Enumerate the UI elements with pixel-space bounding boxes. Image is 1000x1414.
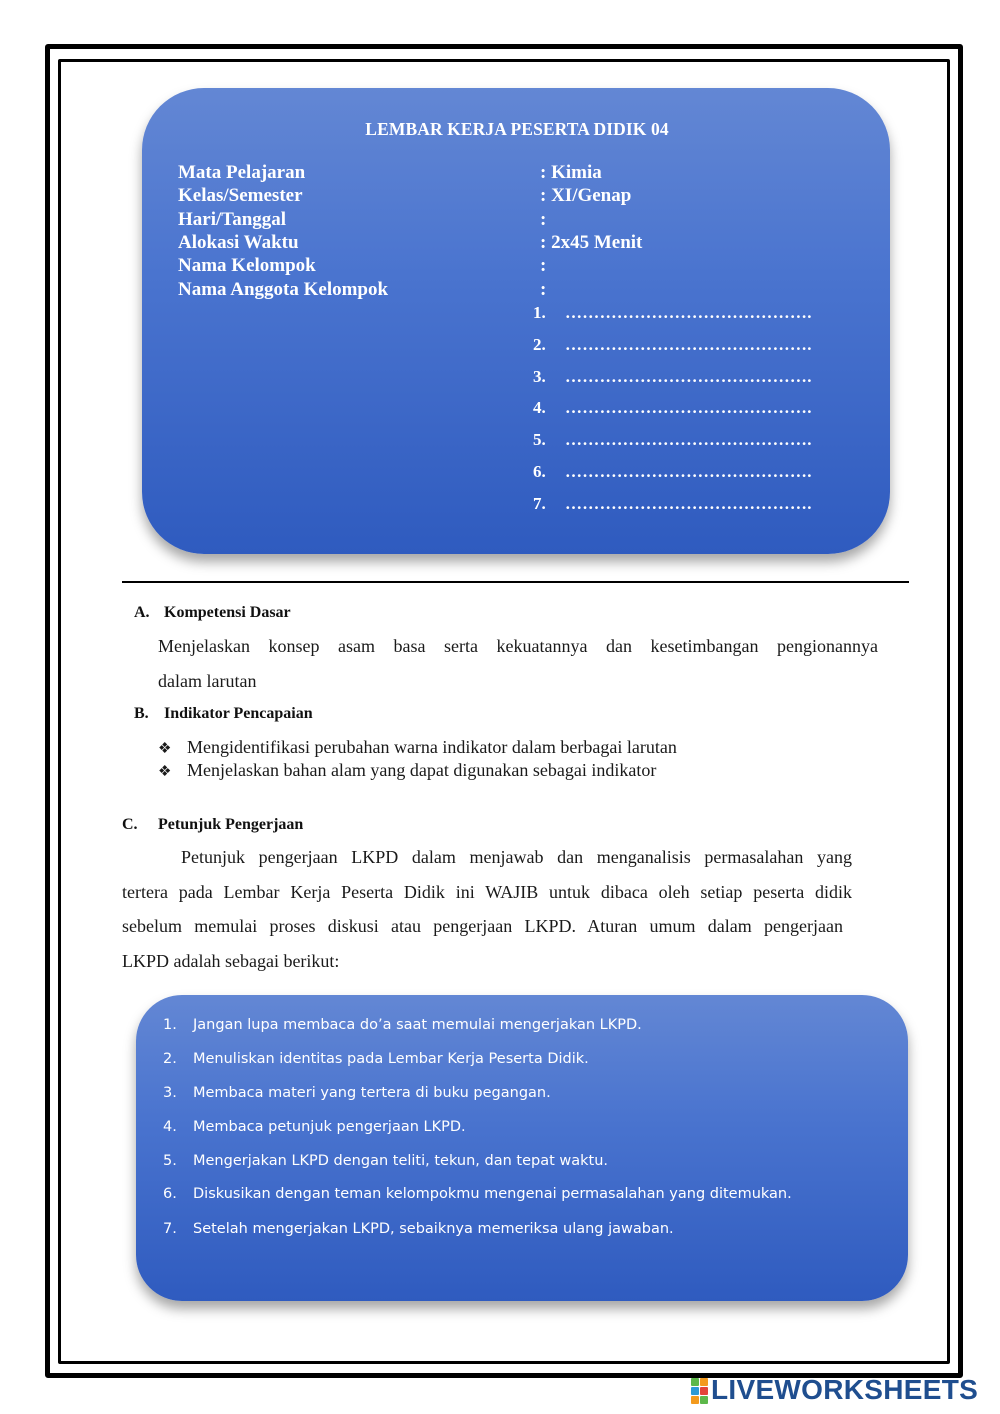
info-value: : [540,255,547,276]
info-value: : Kimia [540,162,602,183]
member-blank[interactable]: ……………………………………. [565,398,812,417]
rule-item [163,1221,674,1237]
rule-item [163,1153,608,1169]
member-number: 1. [533,303,546,322]
diamond-bullet-icon: ❖ [158,764,172,780]
member-blank[interactable]: ……………………………………. [565,303,812,322]
rule-text: Menuliskan identitas pada Lembar Kerja Peserta Didik. [193,1051,589,1067]
rule-text: Membaca petunjuk pengerjaan LKPD. [193,1119,466,1135]
section-b-heading [134,705,313,723]
member-blank[interactable]: ……………………………………. [565,367,812,386]
member-blank[interactable]: ……………………………………. [565,430,812,449]
info-label: Mata Pelajaran [178,162,306,183]
instructions-line: tertera pada Lembar Kerja Peserta Didik ini WAJIB untuk dibaca oleh setiap peserta didik [122,882,852,902]
info-value: : 2x45 Menit [540,232,643,253]
section-letter: B. [134,705,149,722]
rule-number: 7. [163,1221,177,1237]
instructions-line: LKPD adalah sebagai berikut: [122,951,340,971]
section-c-heading [122,816,303,834]
info-value: : [540,279,547,300]
section-title: Kompetensi Dasar [164,604,291,621]
section-a-heading [134,604,291,622]
worksheet-title: LEMBAR KERJA PESERTA DIDIK 04 [365,119,669,139]
member-number: 7. [533,494,546,513]
section-letter: A. [134,604,150,621]
member-blank[interactable]: ……………………………………. [565,335,812,354]
rules-panel [136,995,908,1301]
instructions-line: Petunjuk pengerjaan LKPD dalam menjawab dan menganalisis permasalahan yang [181,847,852,867]
rule-text: Mengerjakan LKPD dengan teliti, tekun, dan tepat waktu. [193,1153,609,1169]
rule-item [163,1119,466,1135]
competency-text-line1: Menjelaskan konsep asam basa serta kekuatannya dan kesetimbangan pengionannya [158,636,878,656]
member-blank[interactable]: ……………………………………. [565,494,812,513]
section-letter: C. [122,816,138,833]
rule-text: Membaca materi yang tertera di buku pegangan. [193,1085,551,1101]
member-number: 3. [533,367,546,386]
info-value: : [540,209,547,230]
info-value: : XI/Genap [540,185,632,206]
info-label: Nama Kelompok [178,255,316,276]
rule-number: 2. [163,1051,177,1067]
rule-number: 4. [163,1119,177,1135]
info-label: Kelas/Semester [178,185,303,206]
rule-number: 5. [163,1153,177,1169]
section-title: Petunjuk Pengerjaan [158,816,304,833]
rule-text: Diskusikan dengan teman kelompokmu mengenai permasalahan yang ditemukan. [193,1186,792,1202]
member-number: 4. [533,398,546,417]
indicator-text: Menjelaskan bahan alam yang dapat digunakan sebagai indikator [187,760,657,780]
section-divider [122,581,909,583]
member-number: 5. [533,430,546,449]
rule-item [163,1051,589,1067]
indicator-text: Mengidentifikasi perubahan warna indikator dalam berbagai larutan [187,737,677,757]
rule-item [163,1085,551,1101]
rule-text: Setelah mengerjakan LKPD, sebaiknya memeriksa ulang jawaban. [193,1221,674,1237]
rule-number: 1. [163,1017,177,1033]
rule-item [163,1017,642,1033]
rule-item [163,1186,792,1202]
member-blank[interactable]: ……………………………………. [565,462,812,481]
rule-number: 6. [163,1186,177,1202]
liveworksheets-logo[interactable] [691,1373,978,1407]
competency-text-line2: dalam larutan [158,671,257,691]
info-label: Hari/Tanggal [178,209,287,230]
info-label: Alokasi Waktu [178,232,299,253]
member-number: 2. [533,335,546,354]
member-number: 6. [533,462,546,481]
instructions-line: sebelum memulai proses diskusi atau pengerjaan LKPD. Aturan umum dalam pengerjaan [122,916,843,936]
info-label: Nama Anggota Kelompok [178,279,389,300]
liveworksheets-logo-icon [691,1376,709,1404]
indicator-item [158,737,677,758]
rule-number: 3. [163,1085,177,1101]
rule-text: Jangan lupa membaca do’a saat memulai mengerjakan LKPD. [193,1017,642,1033]
diamond-bullet-icon: ❖ [158,741,172,757]
liveworksheets-wordmark: LIVEWORKSHEETS [711,1374,979,1405]
section-title: Indikator Pencapaian [164,705,313,722]
indicator-item [158,760,656,781]
